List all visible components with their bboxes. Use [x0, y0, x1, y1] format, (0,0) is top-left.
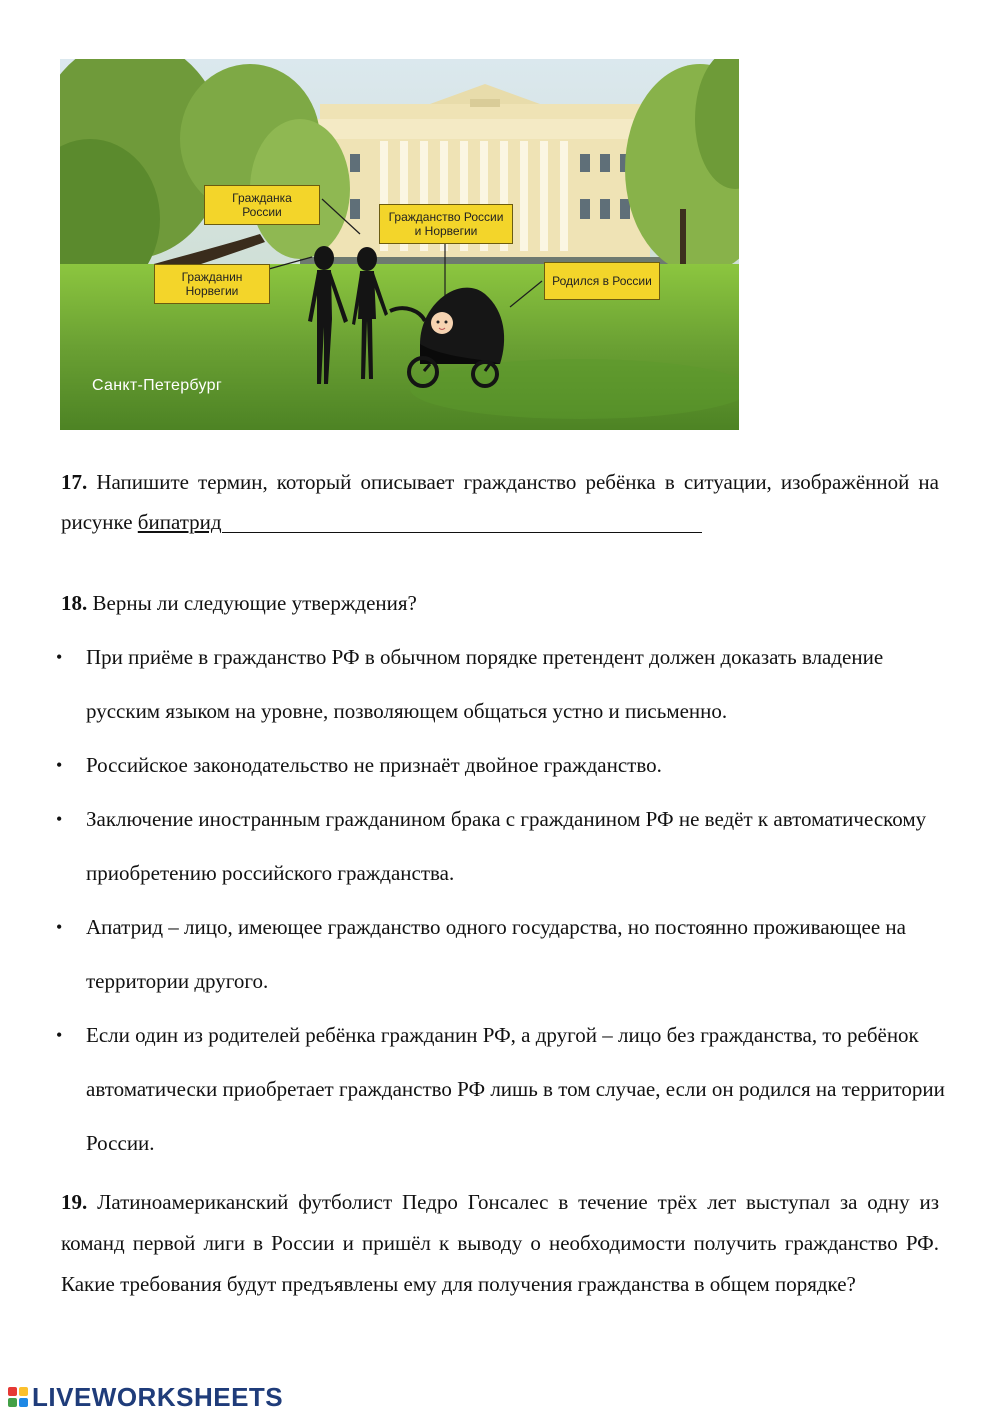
question-text: Напишите термин, который описывает гражданство ребёнка в ситуации, изображённой на рисунке [61, 470, 939, 534]
question-17 [61, 462, 939, 542]
logo-icon [8, 1387, 28, 1407]
statement-item[interactable]: • Российское законодательство не признаёт двойное гражданство. [86, 738, 946, 792]
label-dual-citizenship: Гражданство России и Норвегии [379, 204, 513, 244]
statement-item[interactable]: • При приёме в гражданство РФ в обычном порядке претендент должен доказать владение русским языком на уровне, позволяющем общаться устно и письменно. [86, 630, 946, 738]
statement-item[interactable]: • Заключение иностранным гражданином брака с гражданином РФ не ведёт к автоматическому приобретению российского гражданства. [86, 792, 946, 900]
question-19 [61, 1182, 939, 1305]
liveworksheets-logo: LIVEWORKSHEETS [8, 1380, 283, 1414]
statement-item[interactable]: • Если один из родителей ребёнка гражданин РФ, а другой – лицо без гражданства, то ребёнок автоматически приобретает гражданство РФ лишь в том случае, если он родился на территории России. [86, 1008, 946, 1170]
question-number: 17. [61, 470, 88, 494]
statement-list [86, 630, 946, 1170]
question-text: Верны ли следующие утверждения? [92, 591, 417, 615]
question-18 [61, 586, 939, 620]
question-number: 19. [61, 1190, 88, 1214]
label-born-in-russia: Родился в России [544, 262, 660, 300]
answer-input[interactable]: бипатрид [137, 510, 222, 534]
city-label: Санкт-Петербург [92, 377, 222, 394]
label-citizen-russia: Гражданка России [204, 185, 320, 225]
question-number: 18. [61, 591, 88, 615]
label-citizen-norway: Гражданин Норвегии [154, 264, 270, 304]
question-text: Латиноамериканский футболист Педро Гонсалес в течение трёх лет выступал за одну из команд первой лиги в России и пришёл к выводу о необходимости получить гражданство РФ. Какие требования будут предъявлены ему для получения гражданства в общем порядке? [61, 1190, 939, 1296]
statement-item[interactable]: • Апатрид – лицо, имеющее гражданство одного государства, но постоянно проживающее на территории другого. [86, 900, 946, 1008]
answer-line [222, 510, 702, 533]
citizenship-illustration [60, 59, 739, 430]
